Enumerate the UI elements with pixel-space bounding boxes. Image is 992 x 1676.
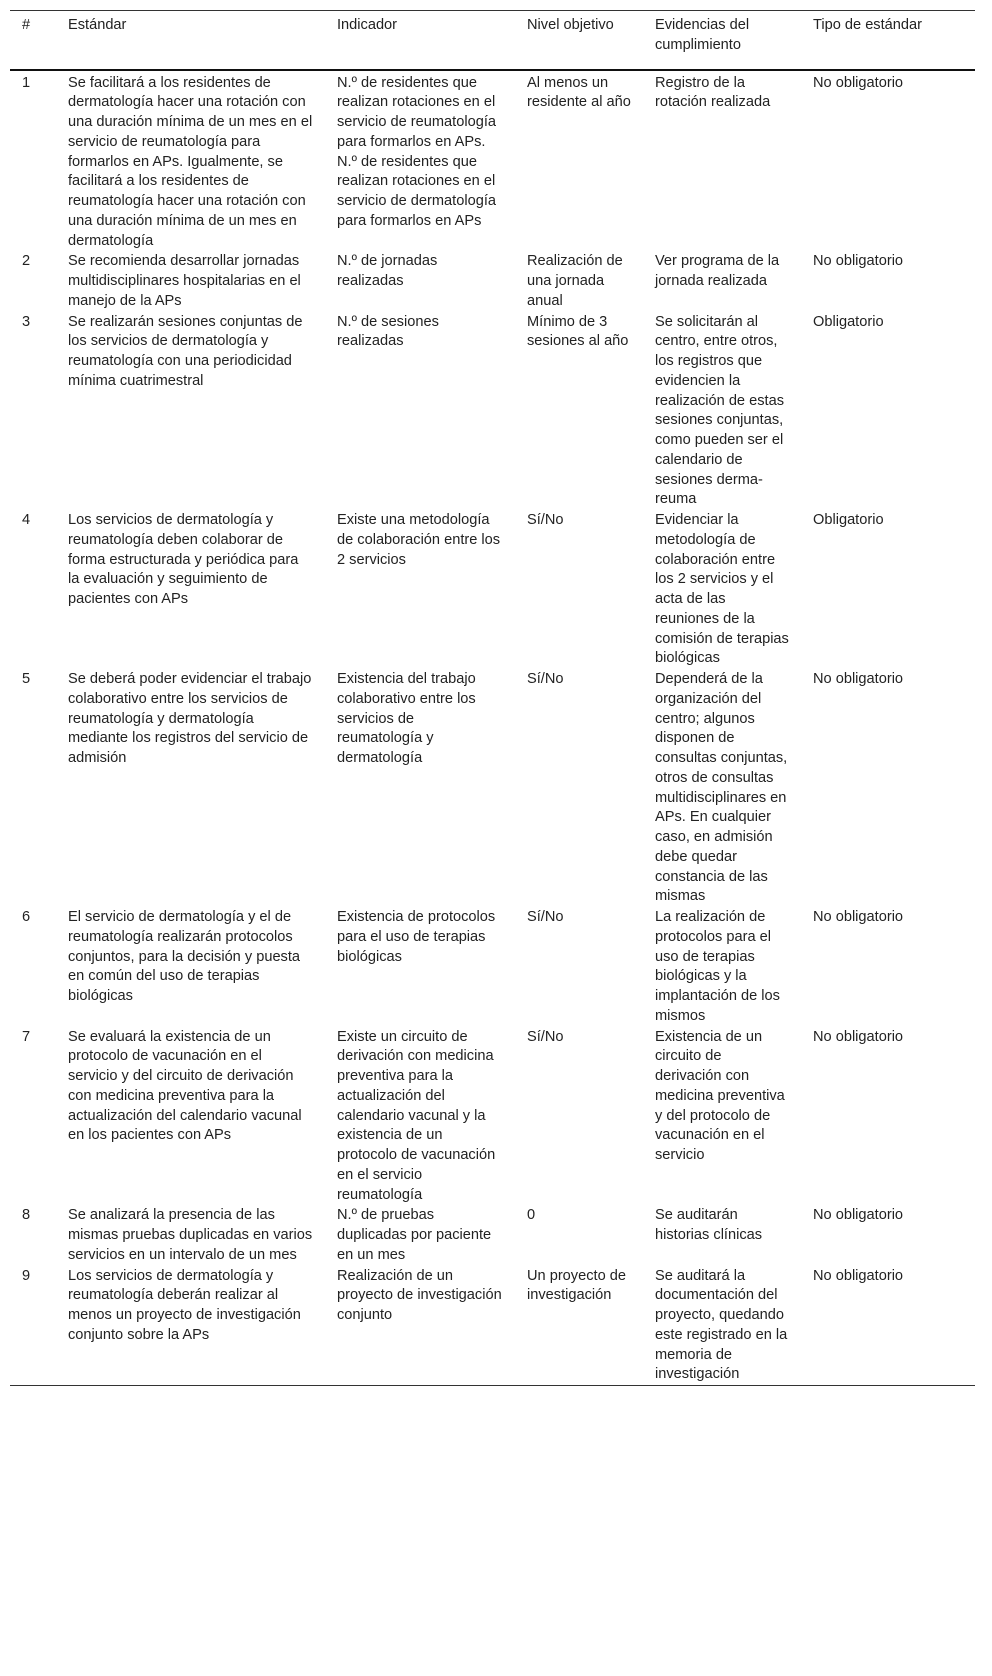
cell-estandar: Se recomienda desarrollar jornadas multidisciplinares hospitalarias en el manejo de la APs <box>68 253 301 309</box>
standards-table <box>10 10 975 1386</box>
cell-num: 7 <box>22 1028 31 1045</box>
header-number: # <box>22 17 31 33</box>
cell-indicador: N.º de sesiones realizadas <box>337 313 439 350</box>
cell-tipo: No obligatorio <box>813 1028 904 1045</box>
cell-tipo: No obligatorio <box>813 253 904 270</box>
cell-num: 2 <box>22 253 31 270</box>
cell-tipo: No obligatorio <box>813 671 904 687</box>
cell-num: 4 <box>22 512 31 528</box>
cell-indicador: N.º de residentes que realizan rotaciones en el servicio de reumatología para formarlos en APs. N.º de residentes que realizan rotaciones en el servicio de dermatología para formarlos en APs <box>337 74 496 229</box>
cell-estandar: Se facilitará a los residentes de dermatología hacer una rotación con una duración mínima de un mes en el servicio de reumatología para formarlos en APs. Igualmente, se facilitará a los residentes de reumatología hacer una rotación con una duración mínima de un mes en dermatología <box>68 74 313 249</box>
cell-evidencias: La realización de protocolos para el uso de terapias biológicas y la implantación de los mismos <box>655 909 780 1024</box>
header-tipo-estandar: Tipo de estándar <box>813 17 922 33</box>
table-row <box>10 70 975 252</box>
table-row <box>10 1266 975 1386</box>
cell-nivel: Realización de una jornada anual <box>527 253 623 309</box>
table-row <box>10 669 975 907</box>
cell-evidencias: Evidenciar la metodología de colaboración entre los 2 servicios y el acta de las reuniones de la comisión de terapias biológicas <box>655 512 789 667</box>
cell-num: 5 <box>22 671 31 687</box>
cell-evidencias: Se auditarán historias clínicas <box>655 1207 763 1243</box>
cell-tipo: Obligatorio <box>813 313 884 330</box>
cell-nivel: Sí/No <box>527 512 564 528</box>
cell-evidencias: Registro de la rotación realizada <box>655 74 771 111</box>
cell-evidencias: Dependerá de la organización del centro; algunos disponen de consultas conjuntas, otros de consultas multidisciplinares en APs. En cualquier caso, en admisión debe quedar constancia de las mismas <box>655 671 788 905</box>
header-nivel-objetivo: Nivel objetivo <box>527 17 614 33</box>
cell-estandar: Se realizarán sesiones conjuntas de los servicios de dermatología y reumatología con una periodicidad mínima cuatrimestral <box>68 313 303 389</box>
cell-indicador: Existe una metodología de colaboración entre los 2 servicios <box>337 512 501 568</box>
cell-indicador: Existencia del trabajo colaborativo entre los servicios de reumatología y dermatología <box>337 671 476 766</box>
header-indicador: Indicador <box>337 17 398 33</box>
cell-tipo: No obligatorio <box>813 74 904 91</box>
cell-estandar: Se evaluará la existencia de un protocolo de vacunación en el servicio y del circuito de derivación con medicina preventiva para la actualización del calendario vacunal en los pacientes con APs <box>68 1028 302 1144</box>
cell-tipo: Obligatorio <box>813 512 884 528</box>
cell-nivel: Sí/No <box>527 1028 564 1045</box>
table-row <box>10 1205 975 1265</box>
cell-estandar: Los servicios de dermatología y reumatología deben colaborar de forma estructurada y periódica para la evaluación y seguimiento de pacientes con APs <box>68 512 299 607</box>
cell-evidencias: Se solicitarán al centro, entre otros, los registros que evidencien la realización de estas sesiones conjuntas, como pueden ser el calendario de sesiones derma-reuma <box>655 313 784 508</box>
cell-estandar: Los servicios de dermatología y reumatología deberán realizar al menos un proyecto de investigación conjunto sobre la APs <box>68 1267 301 1343</box>
table-row <box>10 1027 975 1206</box>
cell-indicador: Existe un circuito de derivación con medicina preventiva para la actualización del calendario vacunal y la existencia de un protocolo de vacunación en el servicio reumatología <box>337 1028 496 1203</box>
table-row <box>10 312 975 511</box>
header-estandar: Estándar <box>68 17 127 33</box>
table-row <box>10 251 975 311</box>
cell-indicador: Existencia de protocolos para el uso de terapias biológicas <box>337 909 496 965</box>
cell-num: 8 <box>22 1207 31 1224</box>
cell-nivel: Mínimo de 3 sesiones al año <box>527 313 629 350</box>
cell-evidencias: Ver programa de la jornada realizada <box>655 253 780 289</box>
cell-nivel: Sí/No <box>527 909 564 925</box>
cell-nivel: Un proyecto de investigación <box>527 1267 626 1304</box>
cell-tipo: No obligatorio <box>813 909 904 925</box>
cell-estandar: Se analizará la presencia de las mismas pruebas duplicadas en varios servicios en un intervalo de un mes <box>68 1207 313 1263</box>
table-header-row <box>10 11 975 70</box>
cell-indicador: Realización de un proyecto de investigación conjunto <box>337 1267 502 1323</box>
cell-evidencias: Se auditará la documentación del proyecto, quedando este registrado en la memoria de investigación <box>655 1267 788 1383</box>
table-row <box>10 907 975 1027</box>
cell-num: 1 <box>22 74 31 91</box>
cell-evidencias: Existencia de un circuito de derivación con medicina preventiva y del protocolo de vacunación en el servicio <box>655 1028 785 1163</box>
cell-tipo: No obligatorio <box>813 1207 904 1224</box>
cell-tipo: No obligatorio <box>813 1267 904 1284</box>
cell-estandar: Se deberá poder evidenciar el trabajo colaborativo entre los servicios de reumatología y dermatología mediante los registros del servicio de admisión <box>68 671 312 766</box>
cell-indicador: N.º de jornadas realizadas <box>337 253 438 289</box>
cell-nivel: Sí/No <box>527 671 564 687</box>
cell-indicador: N.º de pruebas duplicadas por paciente en un mes <box>337 1207 492 1263</box>
cell-nivel: 0 <box>527 1207 536 1224</box>
table-row <box>10 510 975 669</box>
cell-nivel: Al menos un residente al año <box>527 74 631 111</box>
header-evidencias: Evidencias del cumplimiento <box>655 17 750 53</box>
cell-num: 3 <box>22 313 31 330</box>
cell-num: 6 <box>22 909 31 925</box>
cell-estandar: El servicio de dermatología y el de reumatología realizarán protocolos conjuntos, para la decisión y puesta en común del uso de terapias biológicas <box>68 909 301 1004</box>
cell-num: 9 <box>22 1267 31 1284</box>
